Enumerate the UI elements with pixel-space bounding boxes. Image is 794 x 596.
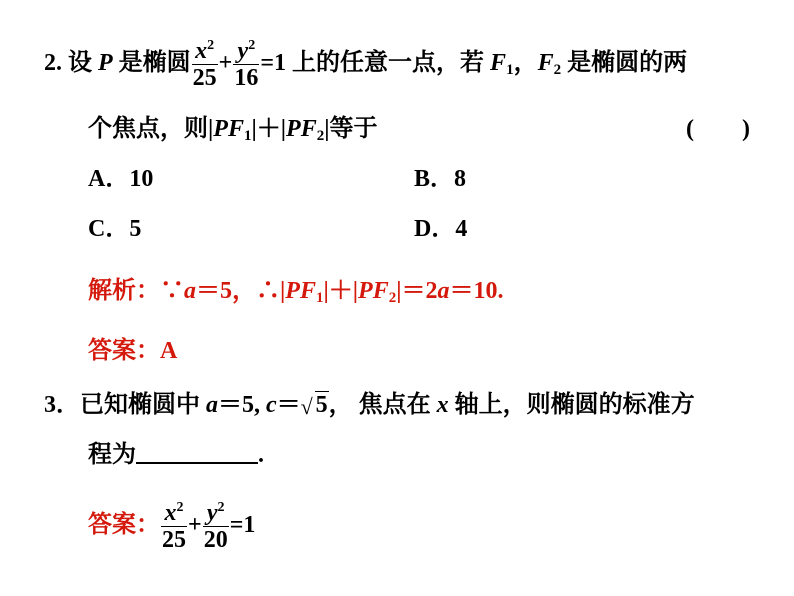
answer-bracket: ( ) <box>686 116 750 142</box>
q2-text: 设 <box>68 50 92 77</box>
q2-line2: 个焦点，则$|PF_1|+|PF_2|$等于 ( ) <box>88 116 750 144</box>
point-p: P <box>98 50 113 77</box>
option-a: A．10 <box>88 166 154 192</box>
answer-2 <box>88 336 177 366</box>
q3-number: 3 <box>44 392 56 418</box>
option-c: C．5 <box>88 216 142 242</box>
option-b: B．8 <box>414 166 467 192</box>
option-d: D．4 <box>414 216 468 242</box>
analysis-line: 解析：∵a＝5，$\therefore|PF_1|+|PF_2|=2a=10$. <box>88 278 504 306</box>
answer-value: A <box>160 338 178 364</box>
fraction-x2-25: $\frac{x^2}{25}$ <box>162 500 186 553</box>
answer-label: 答案： <box>88 338 160 364</box>
fill-in-blank[interactable] <box>136 440 258 464</box>
answer-3: 答案： $\frac{x^2}{25}$ + $\frac{y^2}{20}$ =1 <box>88 500 256 553</box>
fraction-y2-20: $\frac{y^2}{20}$ <box>203 500 228 553</box>
q3-line2: 程为 . <box>88 442 264 468</box>
fraction-y2-16: $\frac{y^2}{16}$ <box>234 38 259 91</box>
square-root: √ 5 <box>300 392 328 419</box>
fraction-x2-25: $\frac{x^2}{25}$ <box>192 38 217 91</box>
analysis-label: 解析： <box>88 278 160 304</box>
answer-label: 答案： <box>88 512 160 539</box>
q2-number: 2 <box>44 50 56 77</box>
q2-line1: 2. 设 P 是椭圆 $\frac{x^2}{25}$ + $\frac{y^2}{16}$ =1 上的任意一点，若 $F_1$，$F_2$ 是椭圆的两 <box>44 38 688 91</box>
q3-line1: 3．已知椭圆中 a＝5, c＝ √ 5， 焦点在 x 轴上，则椭圆的标准方 <box>44 392 695 419</box>
